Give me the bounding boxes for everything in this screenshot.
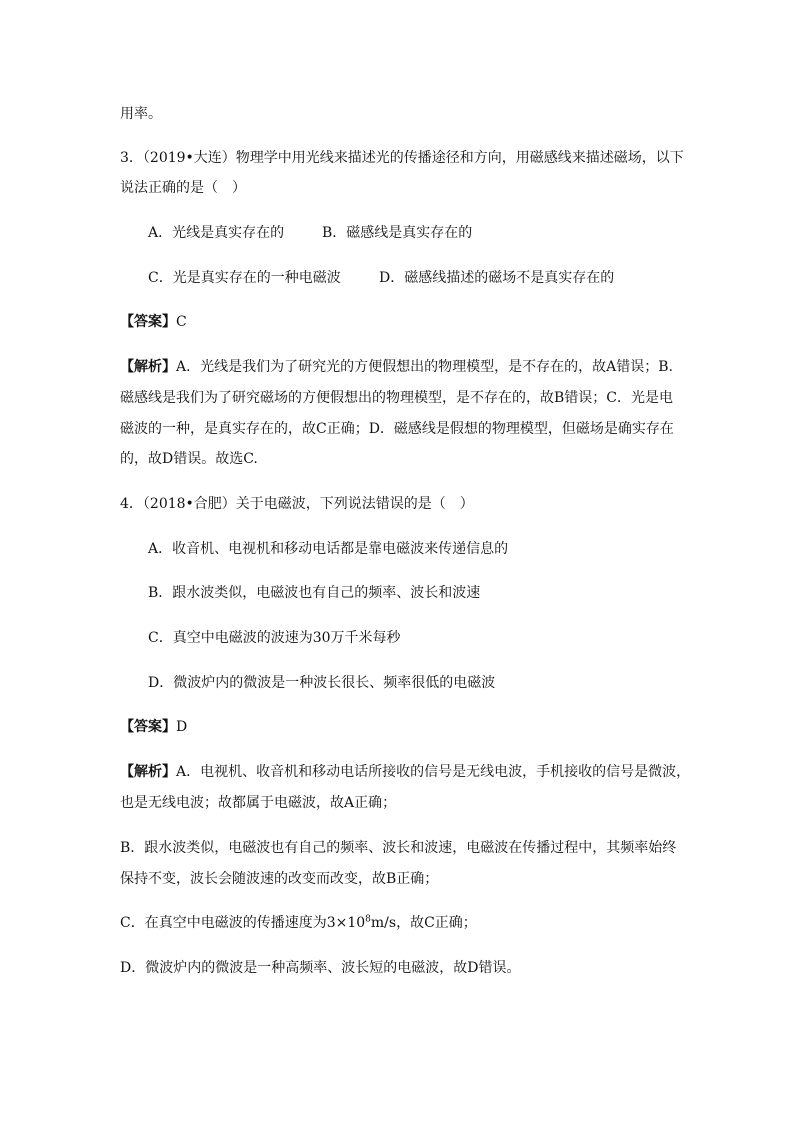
analysis-text: D．微波炉内的微波是一种高频率、波长短的电磁波，故D错误。 xyxy=(120,960,521,976)
analysis xyxy=(120,762,690,782)
answer xyxy=(120,717,187,737)
option-c: C．真空中电磁波的波速为30万千米每秒 xyxy=(148,630,401,646)
analysis-text: 保持不变，波长会随波速的改变而改变，故B正确； xyxy=(120,871,439,887)
option-c: C．光是真实存在的一种电磁波 xyxy=(148,270,341,286)
answer-label: 【答案】 xyxy=(120,314,176,330)
answer-value: D xyxy=(176,719,188,735)
analysis-text: A．电视机、收音机和移动电话所接收的信号是无线电波，手机接收的信号是微波， xyxy=(176,764,691,780)
analysis-label: 【解析】 xyxy=(120,764,176,780)
text-line: 用率。 xyxy=(120,106,162,122)
question-stem: 说法正确的是（ ） xyxy=(120,180,246,196)
option-a: A．收音机、电视机和移动电话都是靠电磁波来传递信息的 xyxy=(148,541,509,557)
answer-label: 【答案】 xyxy=(120,719,176,735)
analysis-text: 也是无线电波；故都属于电磁波，故A正确； xyxy=(120,795,397,811)
option-b: B．磁感线是真实存在的 xyxy=(322,225,473,241)
analysis-text: 磁感线是我们为了研究磁场的方便假想出的物理模型，是不存在的，故B错误；C．光是电 xyxy=(120,390,673,406)
analysis-text-part: C．在真空中电磁波的传播速度为3×10 xyxy=(120,915,366,931)
question-stem: 4．（2018•合肥）关于电磁波，下列说法错误的是（ ） xyxy=(120,496,474,512)
option-a: A．光线是真实存在的 xyxy=(148,225,285,241)
analysis-text: 磁波的一种，是真实存在的，故C正确；D．磁感线是假想的物理模型，但磁场是确实存在 xyxy=(120,421,674,437)
analysis-text-part: m/s，故C正确； xyxy=(370,915,477,931)
analysis-text xyxy=(120,913,477,933)
exponent: 8 xyxy=(365,914,371,925)
analysis xyxy=(120,357,673,377)
answer xyxy=(120,312,187,332)
question-stem: 3．（2019•大连）物理学中用光线来描述光的传播途径和方向，用磁感线来描述磁场，以下 xyxy=(120,150,684,166)
option-b: B．跟水波类似，电磁波也有自己的频率、波长和波速 xyxy=(148,585,481,601)
analysis-text: 的，故D错误。故选C. xyxy=(120,451,258,467)
analysis-text: B．跟水波类似，电磁波也有自己的频率、波长和波速，电磁波在传播过程中，其频率始终 xyxy=(120,840,677,856)
option-d: D．微波炉内的微波是一种波长很长、频率很低的电磁波 xyxy=(148,675,496,691)
option-d: D．磁感线描述的磁场不是真实存在的 xyxy=(379,270,615,286)
analysis-label: 【解析】 xyxy=(120,359,176,375)
answer-value: C xyxy=(176,314,187,330)
analysis-text: A．光线是我们为了研究光的方便假想出的物理模型，是不存在的，故A错误；B. xyxy=(176,359,673,375)
